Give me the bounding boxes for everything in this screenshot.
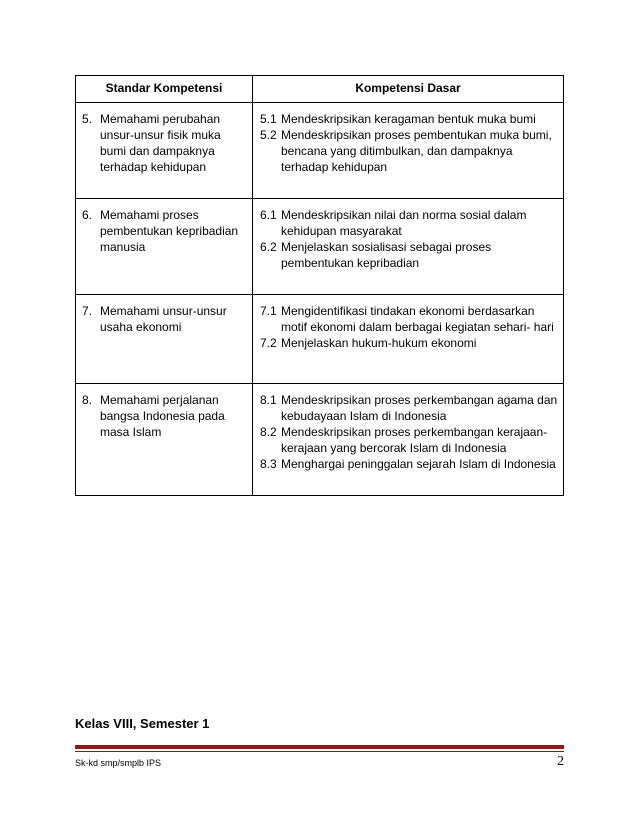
standar-kompetensi-cell [76, 384, 253, 496]
kompetensi-dasar-cell [253, 295, 564, 384]
standar-kompetensi-cell [76, 199, 253, 295]
kompetensi-dasar-cell [253, 384, 564, 496]
kd-item [260, 424, 559, 456]
kd-number: 8.2 [260, 425, 277, 439]
kd-item [260, 127, 559, 175]
kompetensi-dasar-cell [253, 199, 564, 295]
header-standar-kompetensi: Standar Kompetensi [76, 76, 253, 103]
section-title: Kelas VIII, Semester 1 [75, 716, 210, 731]
kd-number: 5.1 [260, 112, 277, 126]
table-row [76, 103, 564, 199]
kd-number: 8.3 [260, 457, 277, 471]
sk-text: Memahami unsur-unsur usaha ekonomi [100, 304, 227, 334]
header-kompetensi-dasar: Kompetensi Dasar [253, 76, 564, 103]
kd-text: Mendeskripsikan nilai dan norma sosial dalam kehidupan masyarakat [281, 208, 527, 238]
sk-number: 7. [82, 304, 93, 318]
kd-text: Menjelaskan hukum-hukum ekonomi [281, 336, 477, 350]
kd-item [260, 303, 559, 335]
table-row [76, 295, 564, 384]
sk-number: 6. [82, 208, 93, 222]
competency-table [75, 75, 564, 496]
kompetensi-dasar-cell [253, 103, 564, 199]
standar-kompetensi-cell [76, 295, 253, 384]
kd-number: 6.1 [260, 208, 277, 222]
kd-text: Mendeskripsikan proses perkembangan agama dan kebudayaan Islam di Indonesia [281, 393, 558, 423]
sk-text: Memahami perjalanan bangsa Indonesia pada masa Islam [100, 393, 225, 439]
kd-number: 7.2 [260, 336, 277, 350]
kd-number: 7.1 [260, 304, 277, 318]
sk-number: 8. [82, 393, 93, 407]
kd-text: Mendeskripsikan proses pembentukan muka bumi, bencana yang ditimbulkan, dan dampaknya terhadap kehidupan [281, 128, 552, 174]
sk-number: 5. [82, 112, 93, 126]
kd-item [260, 111, 559, 127]
footer-rule-thin [75, 751, 564, 752]
kd-item [260, 239, 559, 271]
table-row [76, 199, 564, 295]
sk-text: Memahami perubahan unsur-unsur fisik muka bumi dan dampaknya terhadap kehidupan [100, 112, 221, 174]
kd-text: Mendeskripsikan keragaman bentuk muka bumi [281, 112, 536, 126]
page-number: 2 [557, 754, 564, 769]
kd-item [260, 335, 559, 351]
kd-text: Menjelaskan sosialisasi sebagai proses pembentukan kepribadian [281, 240, 492, 270]
kd-number: 6.2 [260, 240, 277, 254]
kd-text: Menghargai peninggalan sejarah Islam di Indonesia [281, 457, 556, 471]
kd-number: 5.2 [260, 128, 277, 142]
standar-kompetensi-cell [76, 103, 253, 199]
kd-item [260, 456, 559, 472]
kd-number: 8.1 [260, 393, 277, 407]
table-row [76, 384, 564, 496]
kd-text: Mendeskripsikan proses perkembangan kerajaan-kerajaan yang bercorak Islam di Indonesia [281, 425, 548, 455]
kd-text: Mengidentifikasi tindakan ekonomi berdasarkan motif ekonomi dalam berbagai kegiatan sehari- hari [281, 304, 554, 334]
footer-document-label: Sk-kd smp/smplb IPS [75, 758, 162, 768]
kd-item [260, 392, 559, 424]
kd-item [260, 207, 559, 239]
footer-rule [75, 745, 564, 749]
table-header-row [76, 76, 564, 103]
sk-text: Memahami proses pembentukan kepribadian manusia [100, 208, 239, 254]
